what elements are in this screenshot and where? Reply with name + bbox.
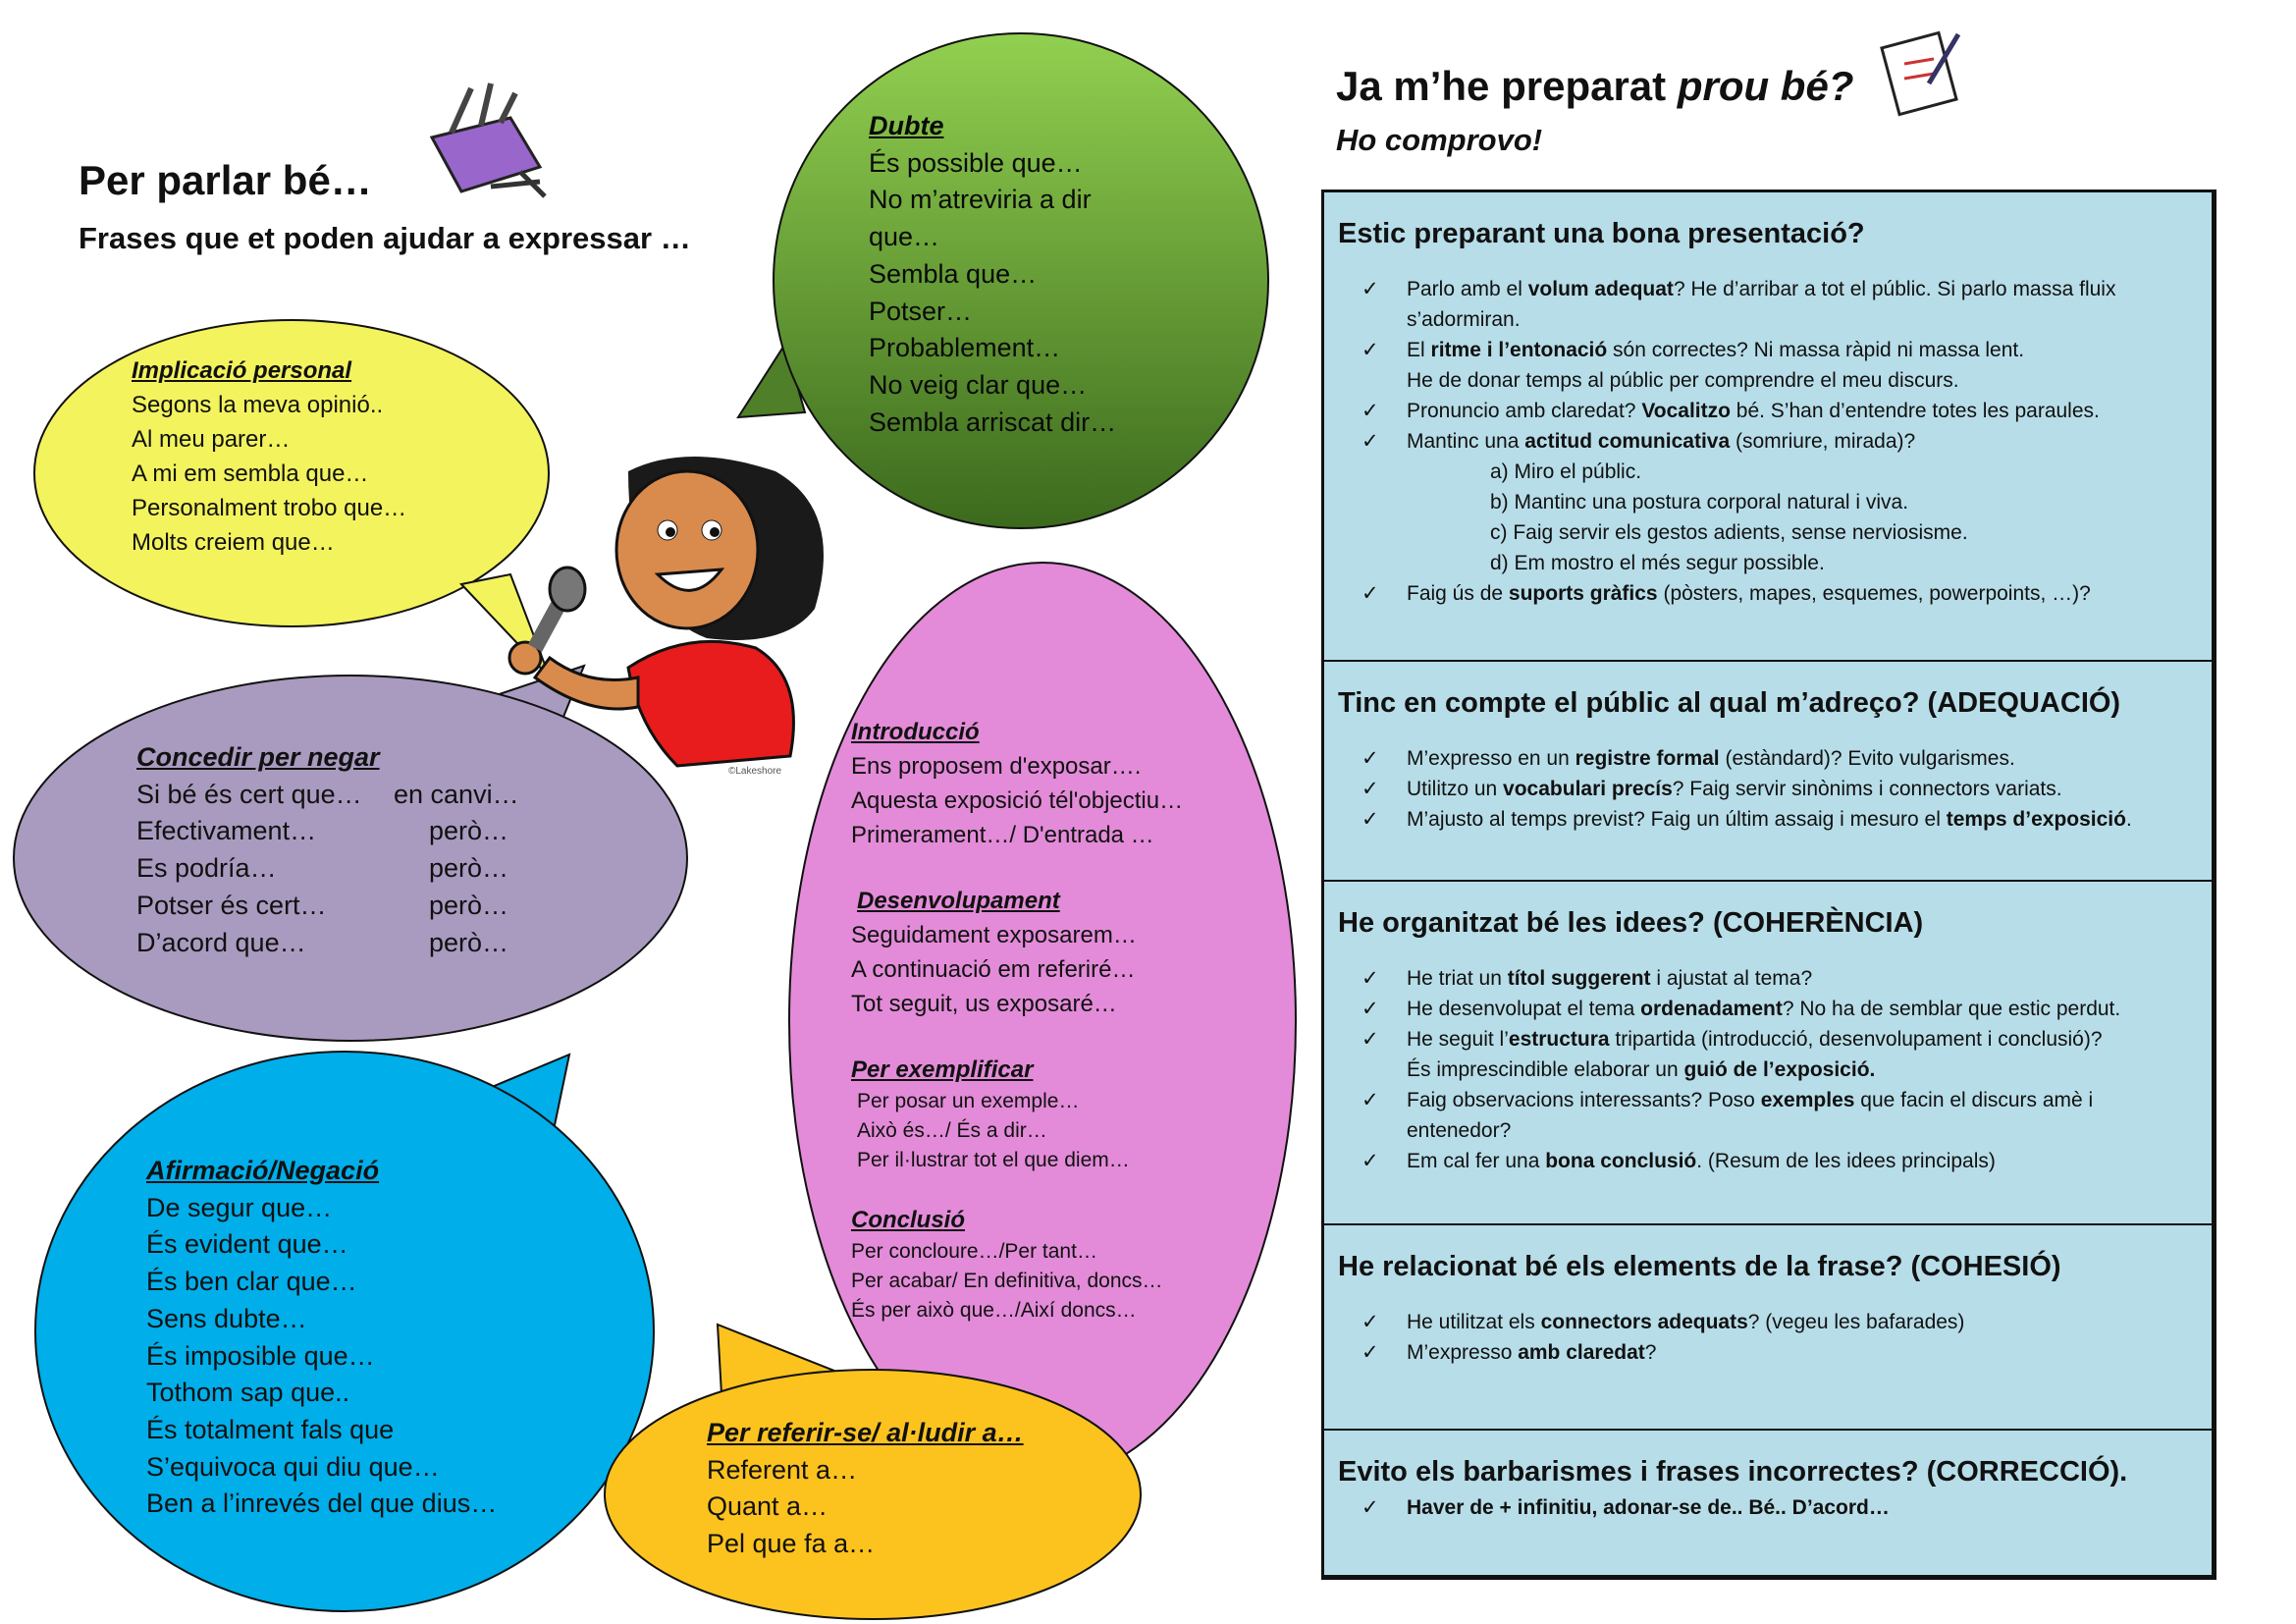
- phrase: És ben clar que…: [146, 1267, 357, 1297]
- referir-bubble: [707, 1415, 1024, 1563]
- checkmark-icon: ✓: [1362, 1311, 1379, 1333]
- item-text: [1490, 457, 1641, 487]
- text: M’expresso en un: [1407, 747, 1575, 770]
- checklist-item: [1338, 548, 2198, 578]
- phrase: Això és…/ És a dir…: [857, 1119, 1047, 1142]
- text: b) Mantinc una postura corporal natural i viva.: [1490, 491, 1909, 514]
- checklist-item: [1338, 426, 2198, 457]
- checkmark-icon: ✓: [1362, 430, 1379, 453]
- item-text: [1407, 743, 2015, 774]
- text: ? He d’arribar a tot el públic. Si parlo massa fluix s’adormiran.: [1407, 278, 2116, 331]
- item-text: [1407, 774, 2062, 804]
- item-text: [1407, 335, 2024, 365]
- checkmark-icon: ✓: [1362, 1028, 1379, 1051]
- text: He de donar temps al públic per comprendre el meu discurs.: [1407, 369, 1959, 392]
- checkmark-icon: ✓: [1362, 998, 1379, 1020]
- checklist-section: [1324, 1225, 2212, 1431]
- checkmark-icon: [1338, 1055, 1407, 1085]
- text: Faig observacions interessants? Poso: [1407, 1089, 1761, 1111]
- right-title: [1336, 63, 1853, 110]
- text: Parlo amb el: [1407, 278, 1528, 300]
- phrase: Pel que fa a…: [707, 1529, 876, 1559]
- phrase: Potser és cert…: [136, 890, 327, 920]
- bold-text: temps d’exposició: [1946, 808, 2126, 831]
- checklist-item: [1338, 487, 2198, 517]
- phrase: Primerament…/ D'entrada …: [851, 822, 1154, 848]
- text: El: [1407, 339, 1431, 361]
- bold-text: registre formal: [1575, 747, 1720, 770]
- checklist-item: [1338, 1024, 2198, 1055]
- phrase: No m’atreviria a dir: [869, 185, 1092, 215]
- clipboard-icon: [1882, 32, 1958, 114]
- bold-text: títol suggerent: [1507, 967, 1651, 990]
- text: Faig ús de: [1407, 582, 1509, 605]
- right-title-text: Ja m’he preparat: [1336, 63, 1678, 109]
- checklist-item: [1338, 274, 2198, 335]
- item-text: [1407, 994, 2120, 1024]
- checklist-item: [1338, 335, 2198, 365]
- item-text: [1407, 804, 2132, 835]
- bubble-heading: Concedir per negar: [136, 742, 380, 772]
- implicacio-personal-bubble: [132, 353, 406, 560]
- phrase: Sens dubte…: [146, 1303, 307, 1333]
- text: ? No ha de semblar que estic perdut.: [1782, 998, 2121, 1020]
- phrase: Per posar un exemple…: [857, 1090, 1080, 1112]
- left-subtitle: Frases que et poden ajudar a expressar …: [79, 221, 691, 255]
- text: són correctes? Ni massa ràpid ni massa lent.: [1607, 339, 2025, 361]
- phrase: S’equivoca qui diu que…: [146, 1451, 440, 1482]
- bold-text: vocabulari precís: [1503, 778, 1673, 800]
- text: tripartida (introducció, desenvolupament i conclusió)?: [1609, 1028, 2103, 1051]
- text: (estàndard)? Evito vulgarismes.: [1719, 747, 2015, 770]
- checkmark-icon: ✓: [1362, 278, 1379, 300]
- bubble-heading: Conclusió: [851, 1207, 966, 1233]
- phrase: Molts creiem que…: [132, 529, 335, 556]
- phrase: Probablement…: [869, 333, 1061, 363]
- phrase: No veig clar que…: [869, 369, 1088, 400]
- phrase: És evident que…: [146, 1229, 348, 1260]
- text: Pronuncio amb claredat?: [1407, 400, 1642, 422]
- bubble-heading: Dubte: [869, 111, 944, 140]
- phrase: Es podría…: [136, 853, 277, 884]
- text: .: [2125, 808, 2132, 831]
- phrase: Aquesta exposició tél'objectiu…: [851, 787, 1184, 814]
- text: És imprescindible elaborar un: [1407, 1058, 1684, 1081]
- section-heading: Evito els barbarismes i frases incorrectes? (CORRECCIÓ).: [1338, 1456, 2128, 1488]
- bold-text: guió de l’exposició.: [1683, 1058, 1876, 1081]
- phrase: en canvi…: [394, 779, 519, 809]
- bold-text: bona conclusió: [1545, 1150, 1697, 1172]
- checklist-item: [1338, 396, 2198, 426]
- text: c) Faig servir els gestos adients, sense nerviosisme.: [1490, 521, 1968, 544]
- checklist-item: [1338, 1492, 2198, 1523]
- phrase: Ens proposem d'exposar….: [851, 753, 1142, 780]
- checklist-item: [1338, 457, 2198, 487]
- checkmark-icon: ✓: [1362, 400, 1379, 422]
- item-text: [1407, 426, 1915, 457]
- checklist-item: [1338, 804, 2198, 835]
- checkmark-icon: ✓: [1362, 747, 1379, 770]
- checklist-item: [1338, 1055, 2198, 1085]
- text: ? (vegeu les bafarades): [1747, 1311, 1965, 1333]
- text: M’ajusto al temps previst? Faig un últim assaig i mesuro el: [1407, 808, 1947, 831]
- checklist-item: [1338, 774, 2198, 804]
- bubble-heading: Desenvolupament: [857, 888, 1060, 914]
- bold-text: ordenadament: [1640, 998, 1783, 1020]
- checkmark-icon: ✓: [1362, 778, 1379, 800]
- bold-text: estructura: [1508, 1028, 1610, 1051]
- text: que facin el discurs amè i entenedor?: [1407, 1089, 2094, 1142]
- item-text: [1407, 963, 1812, 994]
- phrase: Al meu parer…: [132, 426, 291, 453]
- phrase: Si bé és cert que…: [136, 779, 362, 809]
- checkmark-icon: ✓: [1362, 582, 1379, 605]
- phrase: però…: [429, 890, 509, 920]
- text: He utilitzat els: [1407, 1311, 1541, 1333]
- checkmark-icon: ✓: [1362, 967, 1379, 990]
- text: M’expresso: [1407, 1341, 1519, 1364]
- item-text: [1407, 365, 1959, 396]
- item-text: [1407, 1085, 2198, 1146]
- item-text: [1407, 1337, 1656, 1368]
- bold-text: actitud comunicativa: [1524, 430, 1731, 453]
- checklist-section: [1324, 192, 2212, 662]
- toolbox-icon: [432, 83, 545, 196]
- checkmark-icon: ✓: [1362, 808, 1379, 831]
- phrase: A mi em sembla que…: [132, 460, 369, 487]
- phrase: Referent a…: [707, 1454, 858, 1485]
- phrase: D’acord que…: [136, 927, 306, 957]
- phrase: Seguidament exposarem…: [851, 922, 1137, 948]
- phrase: Sembla que…: [869, 258, 1038, 289]
- text: ? Faig servir sinònims i connectors variats.: [1672, 778, 2062, 800]
- checkmark-icon: ✓: [1362, 1150, 1379, 1172]
- phrase: Per concloure…/Per tant…: [851, 1240, 1097, 1263]
- phrase: Potser…: [869, 296, 973, 326]
- text: He triat un: [1407, 967, 1508, 990]
- item-text: [1407, 1055, 1875, 1085]
- checkmark-icon: [1338, 365, 1407, 396]
- section-heading: He organitzat bé les idees? (COHERÈNCIA): [1338, 907, 1924, 939]
- bold-text: exemples: [1760, 1089, 1855, 1111]
- checkmark-icon: ✓: [1362, 1341, 1379, 1364]
- phrase: És imposible que…: [146, 1340, 375, 1371]
- phrase: A continuació em referiré…: [851, 956, 1136, 983]
- phrase: Tot seguit, us exposaré…: [851, 991, 1117, 1017]
- phrase: Per il·lustrar tot el que diem…: [857, 1149, 1130, 1171]
- phrase: però…: [429, 927, 509, 957]
- checkmark-icon: ✓: [1362, 1496, 1379, 1519]
- illustration-credit: ©Lakeshore: [728, 766, 782, 777]
- bubble-heading: Introducció: [851, 719, 980, 745]
- phrase: Quant a…: [707, 1491, 828, 1522]
- bubble-heading: Per exemplificar: [851, 1056, 1034, 1083]
- bold-text: Vocalitzo: [1641, 400, 1731, 422]
- checklist-item: [1338, 994, 2198, 1024]
- bubble-heading: Per referir-se/ al·ludir a…: [707, 1418, 1024, 1447]
- phrase: Personalment trobo que…: [132, 495, 407, 521]
- checklist-item: [1338, 1085, 2198, 1146]
- item-text: [1407, 396, 2100, 426]
- text: i ajustat al tema?: [1650, 967, 1813, 990]
- text: bé. S’han d’entendre totes les paraules.: [1730, 400, 2100, 422]
- text: Mantinc una: [1407, 430, 1525, 453]
- bold-text: Haver de + infinitiu, adonar-se de.. Bé.. D’acord…: [1407, 1496, 1890, 1519]
- afirmacio-negacio-bubble: [146, 1153, 497, 1523]
- section-heading: Estic preparant una bona presentació?: [1338, 218, 1865, 249]
- checklist-section: [1324, 882, 2212, 1225]
- bold-text: volum adequat: [1527, 278, 1674, 300]
- checklist-item: [1338, 1307, 2198, 1337]
- item-text: [1490, 548, 1825, 578]
- phrase: Tothom sap que..: [146, 1378, 350, 1408]
- checklist-item: [1338, 1337, 2198, 1368]
- item-text: [1407, 1307, 1964, 1337]
- item-text: [1490, 487, 1908, 517]
- section-heading: Tinc en compte el públic al qual m’adreço? (ADEQUACIÓ): [1338, 687, 2121, 719]
- bubble-heading: Afirmació/Negació: [146, 1156, 380, 1185]
- phrase: Efectivament…: [136, 816, 317, 846]
- checklist-item: [1338, 578, 2198, 609]
- text: d) Em mostro el més segur possible.: [1490, 552, 1825, 574]
- checklist-section: [1324, 662, 2212, 882]
- text: (pòsters, mapes, esquemes, powerpoints, …)?: [1657, 582, 2091, 605]
- section-heading: He relacionat bé els elements de la frase? (COHESIÓ): [1338, 1251, 2061, 1282]
- checklist-item: [1338, 743, 2198, 774]
- concedir-per-negar-bubble: [136, 739, 519, 961]
- text: . (Resum de les idees principals): [1696, 1150, 1996, 1172]
- left-title: Per parlar bé…: [79, 157, 372, 203]
- checklist-panel: [1321, 189, 2216, 1580]
- checkmark-icon: ✓: [1362, 1089, 1379, 1111]
- text: He seguit l’: [1407, 1028, 1509, 1051]
- bold-text: connectors adequats: [1540, 1311, 1748, 1333]
- phrase: però…: [429, 816, 509, 846]
- text: He desenvolupat el tema: [1407, 998, 1641, 1020]
- text: Utilitzo un: [1407, 778, 1504, 800]
- item-text: [1407, 1024, 2103, 1055]
- checklist-item: [1338, 1146, 2198, 1176]
- structure-bubble: [851, 715, 1183, 1326]
- checkmark-icon: ✓: [1362, 339, 1379, 361]
- phrase: Segons la meva opinió..: [132, 392, 384, 418]
- bubble-heading: Implicació personal: [132, 357, 352, 384]
- checklist-section: [1324, 1431, 2212, 1578]
- right-subtitle: Ho comprovo!: [1336, 123, 1543, 157]
- dubte-bubble: [869, 108, 1116, 441]
- phrase: És totalment fals que: [146, 1414, 395, 1444]
- phrase: Sembla arriscat dir…: [869, 406, 1117, 437]
- phrase: És possible que…: [869, 147, 1083, 178]
- phrase: És per això que…/Així doncs…: [851, 1299, 1137, 1322]
- phrase: Ben a l’inrevés del que dius…: [146, 1489, 498, 1519]
- item-text: [1490, 517, 1968, 548]
- text: ?: [1644, 1341, 1657, 1364]
- phrase: que…: [869, 222, 940, 252]
- checklist-item: [1338, 517, 2198, 548]
- bold-text: ritme i l’entonació: [1430, 339, 1608, 361]
- checklist-item: [1338, 963, 2198, 994]
- item-text: [1407, 578, 2091, 609]
- checklist-item: [1338, 365, 2198, 396]
- phrase: Per acabar/ En definitiva, doncs…: [851, 1270, 1163, 1292]
- item-text: [1407, 1492, 1890, 1523]
- bold-text: amb claredat: [1518, 1341, 1645, 1364]
- text: a) Miro el públic.: [1490, 460, 1642, 483]
- item-text: [1407, 274, 2198, 335]
- item-text: [1407, 1146, 1996, 1176]
- right-title-emphasis: prou bé?: [1677, 63, 1854, 109]
- text: Em cal fer una: [1407, 1150, 1546, 1172]
- phrase: De segur que…: [146, 1192, 333, 1222]
- bold-text: suports gràfics: [1508, 582, 1658, 605]
- phrase: però…: [429, 853, 509, 884]
- text: (somriure, mirada)?: [1730, 430, 1916, 453]
